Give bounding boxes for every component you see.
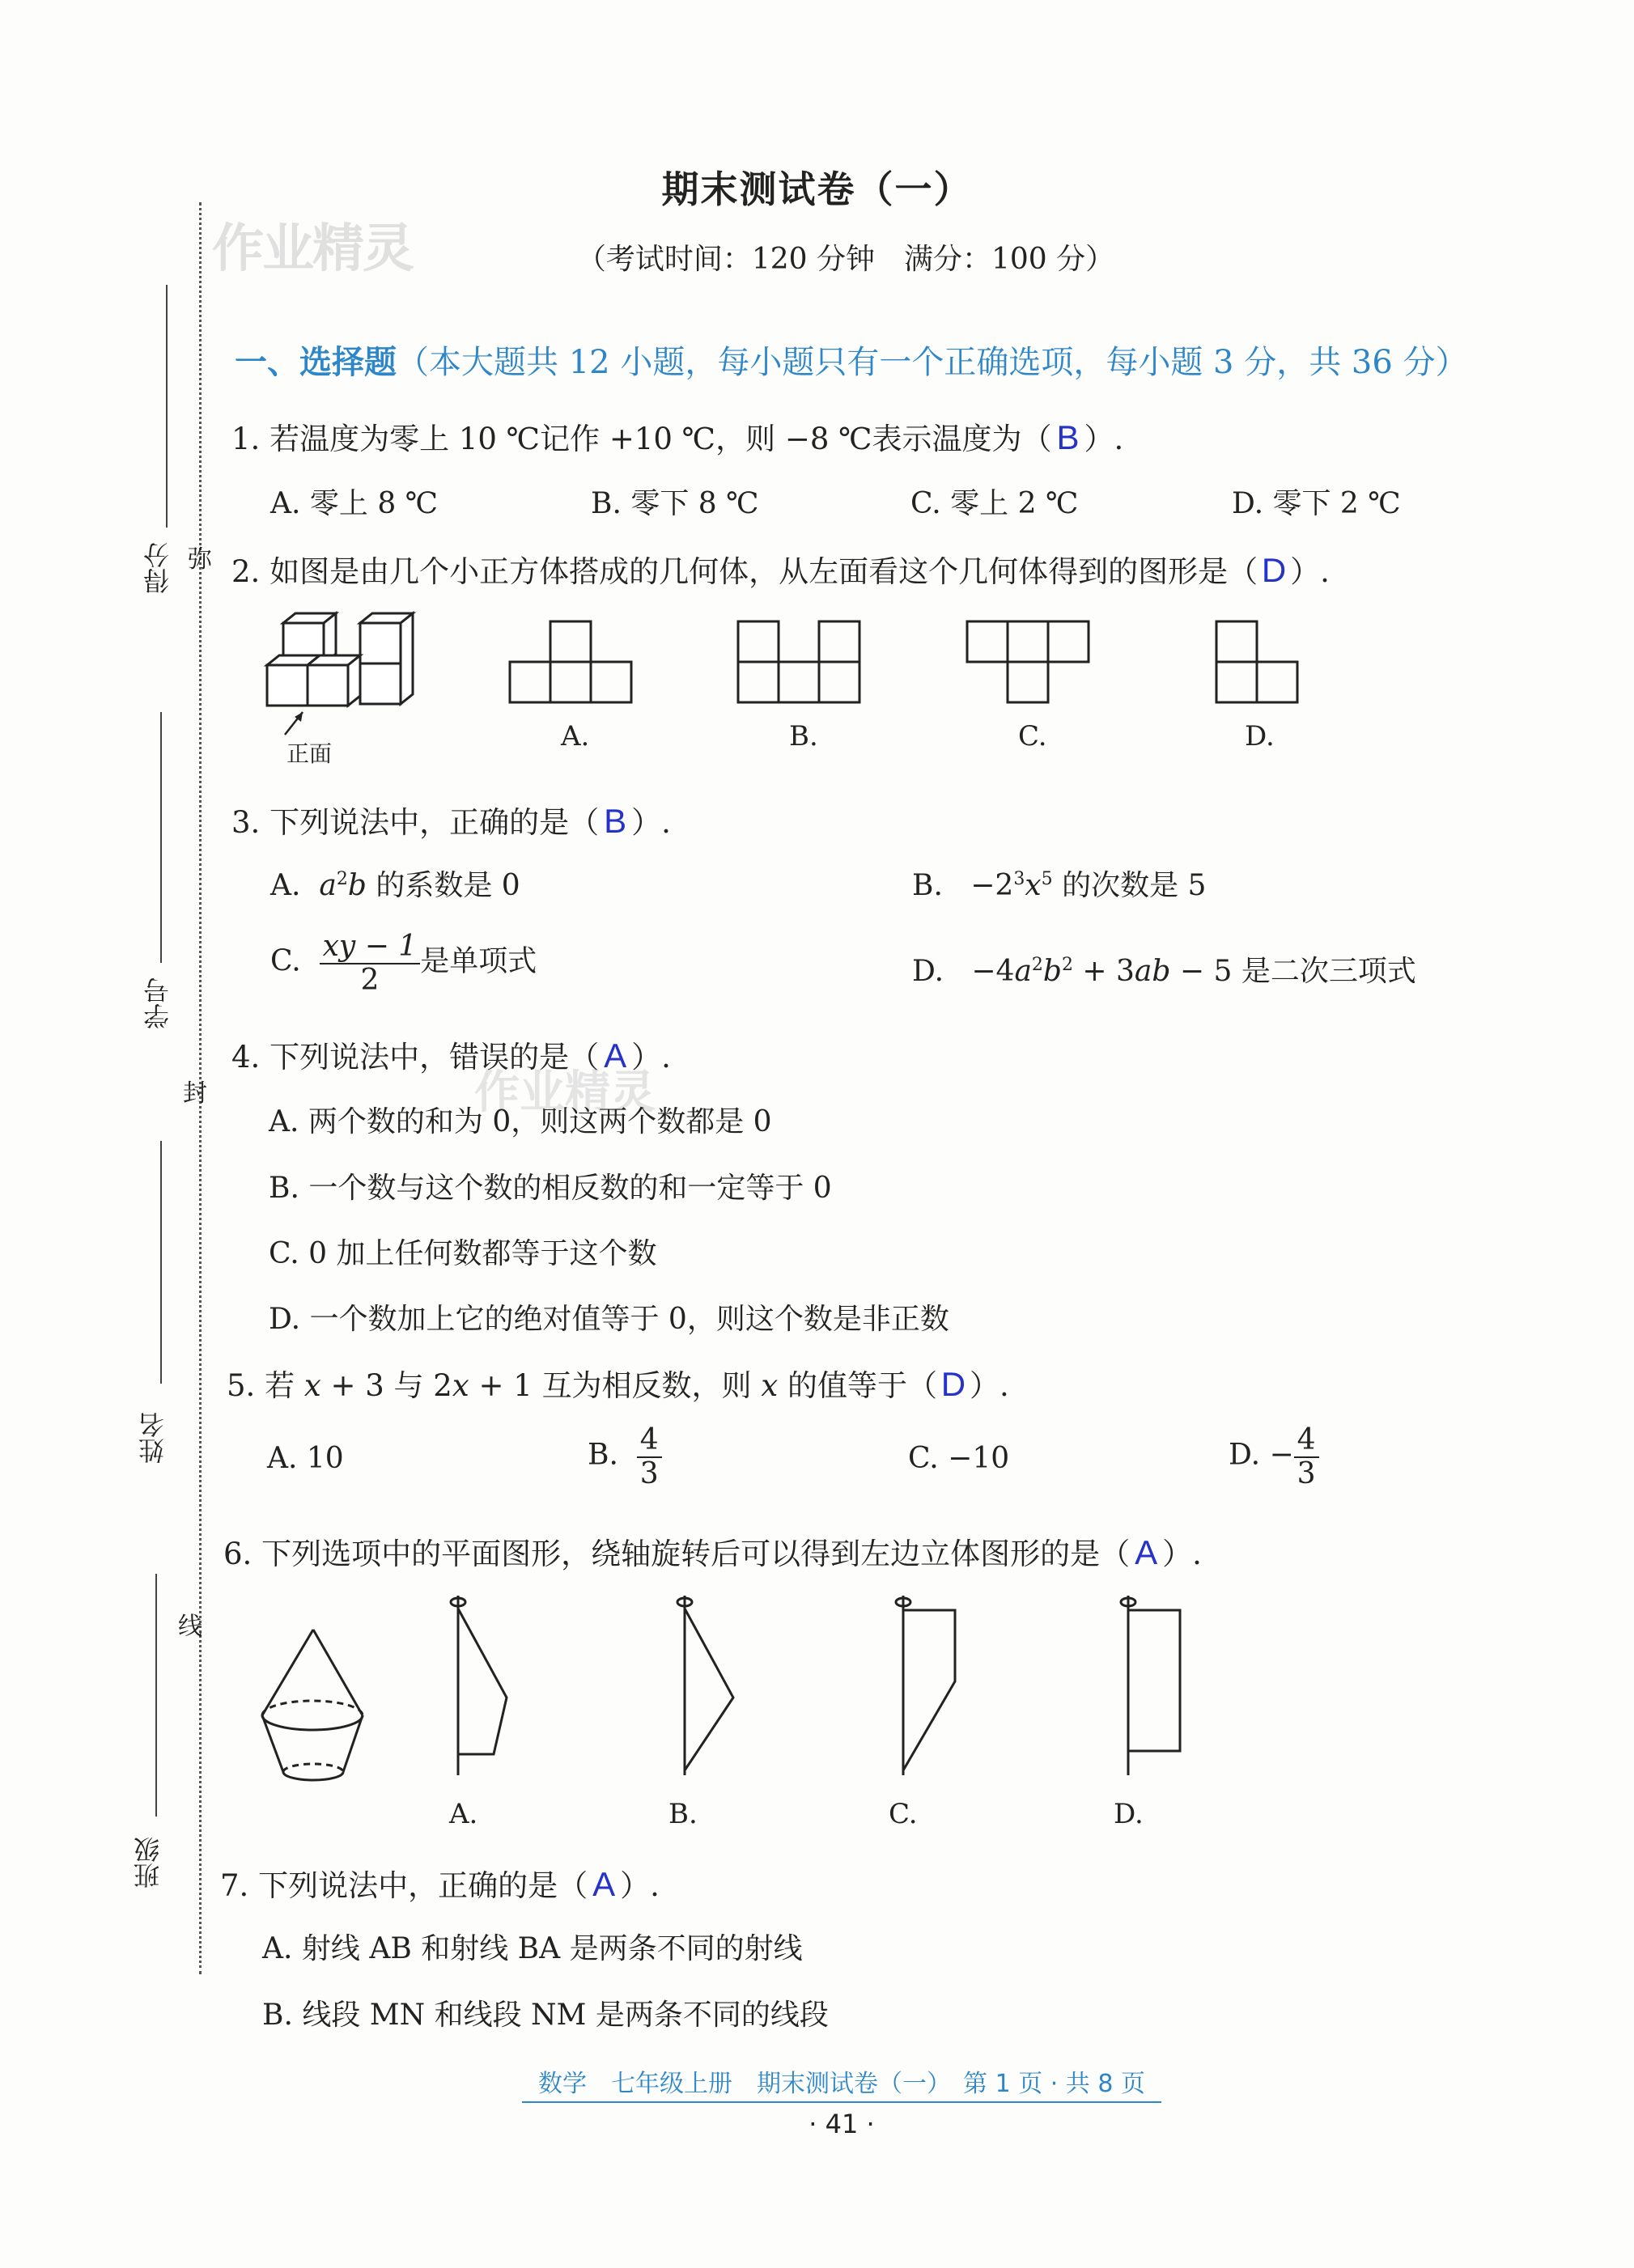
q6-option-c-figure xyxy=(876,1592,965,1778)
q2-answer: D xyxy=(1261,551,1287,589)
margin-line-name xyxy=(160,1141,162,1384)
q2-number: 2. xyxy=(231,554,261,589)
q4-end: ）. xyxy=(631,1040,671,1075)
q2-option-c-label: C. xyxy=(1018,720,1047,752)
question-5: 5. 若 x + 3 与 2x + 1 互为相反数，则 x 的值等于（ D ）. xyxy=(227,1365,1009,1403)
q5-answer: D xyxy=(940,1365,966,1403)
q6-option-b-figure xyxy=(656,1592,745,1778)
q2-option-a-figure xyxy=(510,620,633,704)
q1-option-d: D. 零下 2 ℃ xyxy=(1232,487,1401,520)
q7-answer: A xyxy=(592,1865,616,1903)
q6-option-d-figure xyxy=(1101,1592,1190,1778)
q4-option-a: A. 两个数的和为 0，则这两个数都是 0 xyxy=(269,1105,772,1138)
q3-option-b: B. $-2^3x^5$ 的次数是 5 xyxy=(912,869,1207,902)
q2-option-d-label: D. xyxy=(1245,720,1275,752)
seal-char-1: 弥 xyxy=(188,545,212,574)
q4-option-c: C. 0 加上任何数都等于这个数 xyxy=(269,1237,657,1270)
q2-option-d-figure xyxy=(1216,620,1299,704)
section-note: （本大题共 12 小题，每小题只有一个正确选项，每小题 3 分，共 36 分） xyxy=(397,344,1468,381)
q6-solid-figure xyxy=(259,1626,372,1788)
q5-number: 5. xyxy=(227,1368,256,1403)
q1-end: ）. xyxy=(1084,422,1124,456)
question-7 xyxy=(220,1861,660,1905)
section-heading xyxy=(235,337,1468,383)
page-number: · 41 · xyxy=(809,2109,875,2139)
q3-option-d: D. $-4a^2b^2 + 3ab - 5$ 是二次三项式 xyxy=(912,955,1416,988)
q3-answer: B xyxy=(604,802,627,840)
q6-option-a-figure xyxy=(437,1592,526,1778)
q1-option-a: A. 零上 8 ℃ xyxy=(270,487,438,520)
q2-solid-figure xyxy=(267,607,429,744)
watermark: 作业精灵 xyxy=(212,219,413,279)
seal-char-3: 线 xyxy=(178,1613,202,1641)
q1-text: 若温度为零上 10 ℃记作 +10 ℃，则 −8 ℃表示温度为（ xyxy=(270,422,1052,456)
margin-line-score xyxy=(166,285,168,528)
q7-option-a: A. 射线 AB 和射线 BA 是两条不同的射线 xyxy=(262,1932,803,1965)
section-title: 一、选择题 xyxy=(235,344,397,381)
q4-option-d: D. 一个数加上它的绝对值等于 0，则这个数是非正数 xyxy=(269,1303,949,1336)
label-name: 姓名 xyxy=(138,1412,168,1464)
label-student-id: 学号 xyxy=(142,977,173,1029)
q5-option-b: B. $\frac{4}{3}$ xyxy=(588,1424,662,1490)
q6-end: ）. xyxy=(1162,1537,1202,1571)
q2-option-a-label: A. xyxy=(561,720,590,752)
margin-line-id xyxy=(160,712,162,963)
q3-number: 3. xyxy=(231,805,261,840)
margin-line-class xyxy=(155,1574,157,1817)
q7-option-b: B. 线段 MN 和线段 NM 是两条不同的线段 xyxy=(262,1999,829,2032)
q7-number: 7. xyxy=(220,1868,249,1903)
q5-option-c: C. −10 xyxy=(908,1442,1010,1475)
label-class: 班级 xyxy=(133,1837,163,1889)
q7-text: 下列说法中，正确的是（ xyxy=(258,1868,588,1903)
label-score: 得分 xyxy=(142,542,173,594)
q2-end: ）. xyxy=(1290,554,1330,589)
exam-info: （考试时间：120 分钟 满分：100 分） xyxy=(576,243,1115,276)
q4-answer: A xyxy=(604,1036,627,1075)
q3-option-c-fraction: $\frac{xy - 1}{2}$ xyxy=(320,931,421,996)
q2-option-c-figure xyxy=(967,620,1090,704)
q2-text: 如图是由几个小正方体搭成的几何体，从左面看这个几何体得到的图形是（ xyxy=(270,554,1258,589)
question-6 xyxy=(223,1529,1202,1573)
q6-text: 下列选项中的平面图形，绕轴旋转后可以得到左边立体图形的是（ xyxy=(261,1537,1131,1571)
q2-front-label: 正面 xyxy=(286,740,333,767)
seal-char-2: 封 xyxy=(183,1079,207,1108)
page-footer: 数学 七年级上册 期末测试卷（一） 第 1 页 · 共 8 页 xyxy=(0,2063,1634,2099)
q6-option-a-label: A. xyxy=(449,1798,478,1830)
q4-number: 4. xyxy=(231,1040,261,1075)
q7-end: ）. xyxy=(620,1868,660,1903)
q2-option-b-label: B. xyxy=(789,720,818,752)
question-3 xyxy=(231,798,671,841)
q3-option-a: A. $a^2b$ 的系数是 0 xyxy=(270,869,520,902)
q1-answer: B xyxy=(1056,418,1080,456)
watermark-center: 作业精灵 xyxy=(474,1066,656,1119)
q1-option-b: B. 零下 8 ℃ xyxy=(591,487,759,520)
question-4 xyxy=(231,1032,671,1076)
q5-option-d: D. − $\frac{4}{3}$ xyxy=(1229,1424,1319,1490)
q1-option-c: C. 零上 2 ℃ xyxy=(910,487,1079,520)
q6-answer: A xyxy=(1135,1533,1158,1571)
q5-option-a: A. 10 xyxy=(267,1442,344,1475)
q6-option-c-label: C. xyxy=(889,1798,918,1830)
q4-text: 下列说法中，错误的是（ xyxy=(270,1040,600,1075)
q2-option-b-figure xyxy=(738,620,861,704)
q3-text: 下列说法中，正确的是（ xyxy=(270,805,600,840)
q3-end: ）. xyxy=(631,805,671,840)
q3-option-c: C. $\frac{xy - 1}{2}$ 是单项式 xyxy=(270,930,537,997)
question-1 xyxy=(231,414,1123,458)
question-2 xyxy=(231,547,1330,591)
q1-number: 1. xyxy=(231,422,261,456)
q4-option-b: B. 一个数与这个数的相反数的和一定等于 0 xyxy=(269,1172,832,1205)
page-title: 期末测试卷（一） xyxy=(661,167,973,211)
q6-option-b-label: B. xyxy=(668,1798,698,1830)
q6-option-d-label: D. xyxy=(1114,1798,1144,1830)
q6-number: 6. xyxy=(223,1537,253,1571)
